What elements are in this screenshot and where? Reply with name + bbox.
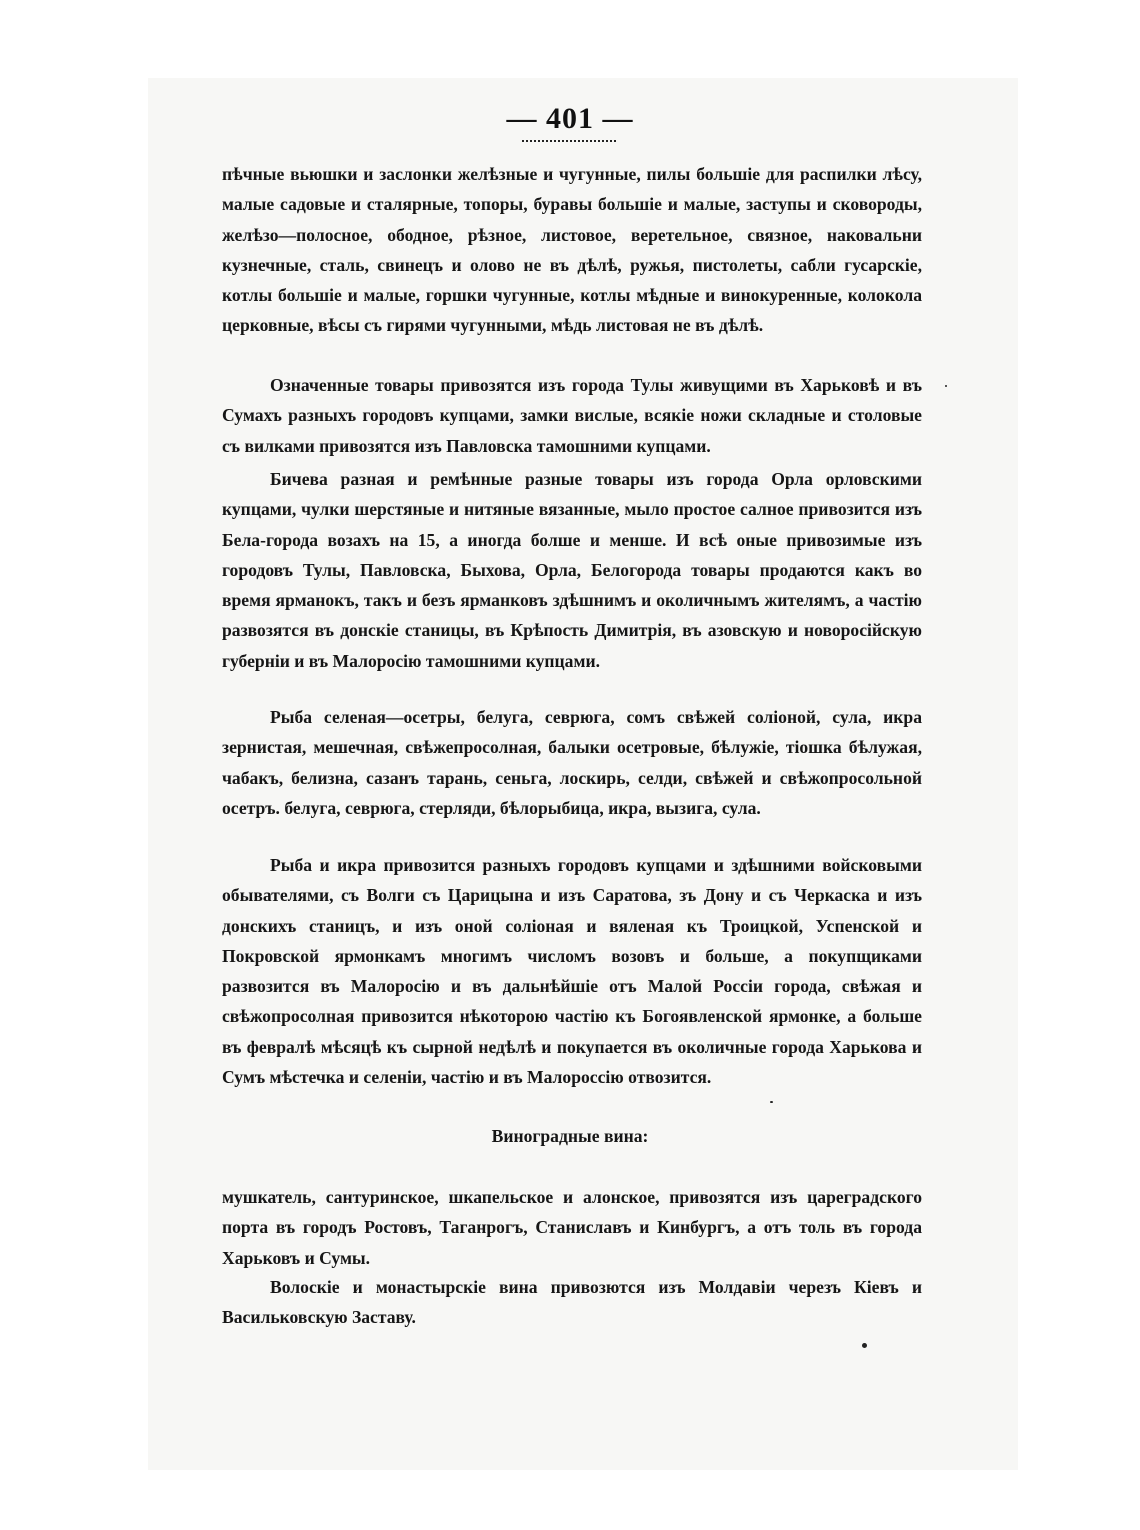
page-number-ornament xyxy=(522,136,616,142)
page-number: — 401 — xyxy=(506,102,634,135)
paragraph-6-text: мушкатель, сантуринское, шкапельское и алонское, привозятся изъ цареградского порта въ городъ Ростовъ, Таганрогъ, Станиславъ и Кинбургъ, а отъ толь въ города Харьковъ и Сумы. xyxy=(222,1187,922,1268)
print-speck xyxy=(945,385,947,387)
paragraph-1 xyxy=(222,159,922,341)
section-heading: Виноградные вина: xyxy=(491,1126,649,1146)
paragraph-5-text: Рыба и икра привозится разныхъ городовъ купцами и здѣшними войсковыми обывателями, съ Волги съ Царицына и изъ Саратова, зъ Дону и съ Черкаска и изъ донскихъ станицъ, и изъ оной соліоная и вяленая къ Троицкой, Успенской и Покровской ярмонкамъ многимъ числомъ возовъ и больше, а покупщиками развозится въ Малоросію и въ дальнѣйшіе отъ Малой Россіи города, свѣжая и свѣжопросолная привозится нѣкоторою частію къ Богоявленской ярмонке, а больше въ февралѣ мѣсяцѣ къ сырной недѣлѣ и покупается въ околичные города Харькова и Сумъ мѣстечка и селеніи, частію и въ Малороссію отвозится. xyxy=(222,855,922,1088)
paragraph-1-text: пѣчные вьюшки и заслонки желѣзные и чугунные, пилы большіе для распилки лѣсу, малые садовые и сталярные, топоры, буравы большіе и малые, заступы и сковороды, желѣзо—полосное, ободное, рѣзное, листовое, веретельное, связное, наковальни кузнечные, сталь, свинецъ и олово не въ дѣлѣ, ружья, пистолеты, сабли гусарскіе, котлы большіе и малые, горшки чугунные, котлы мѣдные и винокуренные, колокола церковные, вѣсы съ гирями чугунными, мѣдь листовая не въ дѣлѣ. xyxy=(222,164,922,336)
print-speck xyxy=(770,1101,773,1103)
paragraph-4 xyxy=(222,702,922,823)
paragraph-3 xyxy=(222,464,922,676)
paragraph-2-text: Означенные товары привозятся изъ города Тулы живущими въ Харьковѣ и въ Сумахъ разныхъ городовъ купцами, замки вислые, всякіе ножи складные и столовые съ вилками привозятся изъ Павловска тамошними купцами. xyxy=(222,375,922,456)
paragraph-3-text: Бичева разная и ремѣнные разные товары изъ города Орла орловскими купцами, чулки шерстяные и нитяные вязанные, мыло простое салное привозится изъ Бела-города возахъ на 15, а иногда болше и менше. И всѣ оные привозимые изъ городовъ Тулы, Павловска, Быхова, Орла, Белогорода товары продаются какъ во время ярманокъ, такъ и безъ ярманковъ здѣшнимъ и околичнымъ жителямъ, а частію развозятся въ донскіе станицы, въ Крѣпость Димитрія, въ азовскую и новоросійскую губерніи и въ Малоросію тамошними купцами. xyxy=(222,469,922,671)
paragraph-5 xyxy=(222,850,922,1092)
paragraph-7 xyxy=(222,1272,922,1333)
paragraph-2 xyxy=(222,370,922,461)
print-speck xyxy=(862,1343,867,1348)
paragraph-7-text: Волоскіе и монастырскіе вина привозются изъ Молдавіи черезъ Кіевъ и Васильковскую Заставу. xyxy=(222,1277,922,1328)
paragraph-4-text: Рыба селеная—осетры, белуга, севрюга, сомъ свѣжей соліоной, сула, икра зернистая, мешечная, свѣжепросолная, балыки осетровые, бѣлужіе, тіошка бѣлужая, чабакъ, белизна, сазанъ тарань, сеньга, лоскирь, селди, свѣжей и свѣжопросольной осетръ. белуга, севрюга, стерляди, бѣлорыбица, икра, вызига, сула. xyxy=(222,707,922,818)
paragraph-6 xyxy=(222,1182,922,1273)
